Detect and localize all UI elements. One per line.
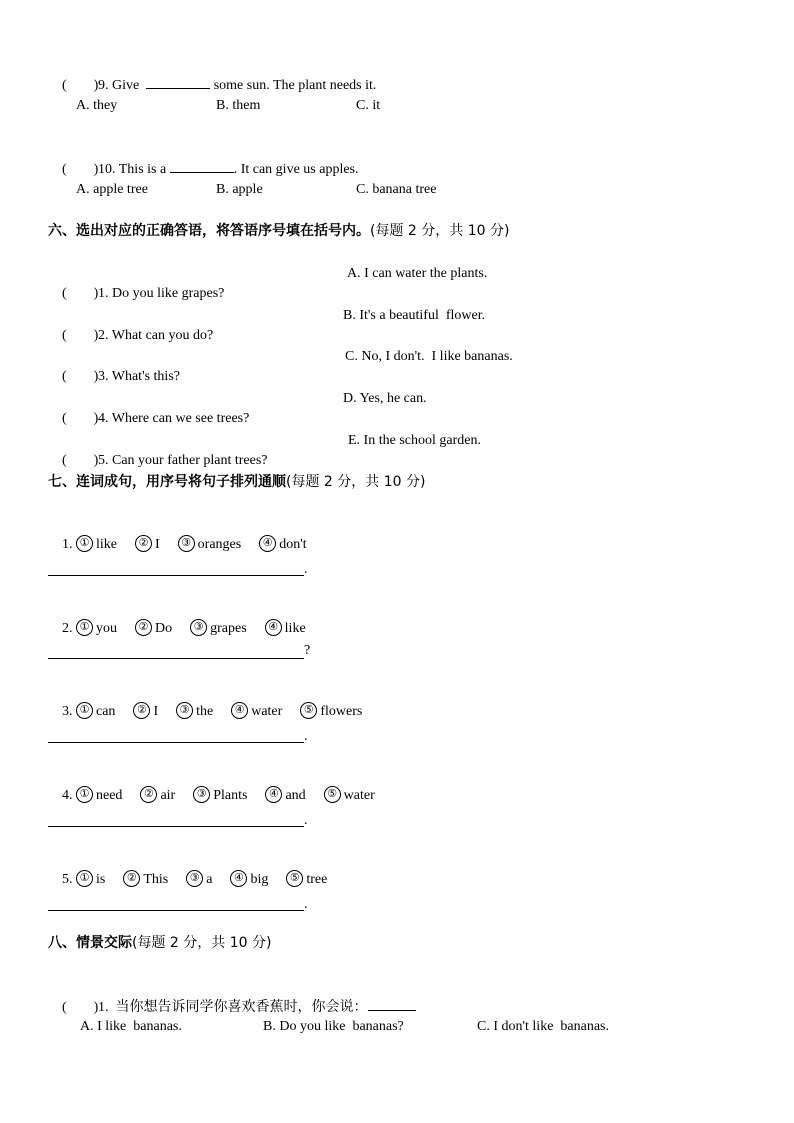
- fill-blank[interactable]: [146, 74, 210, 89]
- answer-line[interactable]: [48, 825, 304, 827]
- item-number: 3.: [62, 704, 73, 719]
- option-c: C. I don't like bananas.: [477, 1019, 609, 1034]
- word-text: like: [284, 621, 306, 636]
- circled-number: ③: [193, 786, 210, 803]
- word-4: [265, 786, 305, 806]
- word-1: [76, 786, 122, 806]
- question-text: What can you do?: [111, 328, 214, 343]
- word-2: [140, 786, 175, 806]
- question-number: 1.: [98, 286, 109, 301]
- answer-line[interactable]: [48, 741, 304, 743]
- end-punctuation: ?: [304, 643, 311, 658]
- section-score: (每题 2 分，共 10 分): [370, 223, 510, 239]
- word-text: air: [160, 788, 176, 803]
- section-6-heading: [48, 220, 509, 242]
- word-text: is: [96, 872, 106, 887]
- paren-open: (: [62, 78, 67, 93]
- option-c: C. banana tree: [356, 182, 437, 197]
- word-text: like: [96, 537, 117, 552]
- circled-number: ①: [76, 786, 93, 803]
- answer-paren[interactable]: ( ): [62, 286, 99, 301]
- question-text: Where can we see trees?: [111, 411, 250, 426]
- circled-number: ④: [265, 619, 282, 636]
- option-b: B. apple: [216, 182, 263, 197]
- word-4: [265, 619, 306, 639]
- circled-number: ②: [135, 535, 152, 552]
- match-question-1: [48, 264, 225, 301]
- word-text: oranges: [197, 537, 242, 552]
- word-text: and: [285, 788, 306, 803]
- answer-paren[interactable]: [62, 160, 98, 180]
- question-text: Can your father plant trees?: [112, 453, 268, 468]
- circled-number: ③: [176, 702, 193, 719]
- circled-number: ②: [135, 619, 152, 636]
- match-question-4: [48, 389, 250, 426]
- circled-number: ①: [76, 619, 93, 636]
- answer-line[interactable]: [48, 909, 304, 911]
- reorder-item-1: [48, 515, 325, 552]
- circled-number: ①: [76, 535, 93, 552]
- option-b: B. them: [216, 98, 261, 113]
- word-text: tree: [306, 872, 328, 887]
- circled-number: ⑤: [286, 870, 303, 887]
- word-2: [135, 619, 172, 639]
- word-text: need: [96, 788, 123, 803]
- word-3: [190, 619, 247, 639]
- answer-paren[interactable]: [62, 76, 98, 96]
- word-1: [76, 535, 117, 555]
- situation-question-1: [48, 976, 416, 1015]
- answer-paren[interactable]: ( ): [62, 453, 99, 468]
- circled-number: ①: [76, 870, 93, 887]
- section-8-heading: [48, 932, 271, 954]
- end-punctuation: .: [304, 897, 308, 912]
- section-7-heading: [48, 471, 425, 493]
- circled-number: ③: [190, 619, 207, 636]
- word-text: a: [206, 872, 213, 887]
- word-5: [286, 870, 327, 890]
- circled-number: ④: [230, 870, 247, 887]
- section-score: (每题 2 分，共 10 分): [286, 474, 426, 490]
- section-title: 八、情景交际: [48, 935, 132, 951]
- question-10: [48, 138, 359, 177]
- match-question-2: [48, 306, 214, 343]
- question-number: 1.: [98, 1000, 109, 1015]
- option-b: B. Do you like bananas?: [263, 1019, 404, 1034]
- circled-number: ②: [133, 702, 150, 719]
- question-text-before: This is a: [118, 162, 167, 177]
- circled-number: ③: [186, 870, 203, 887]
- answer-option: A. I can water the plants.: [347, 266, 488, 281]
- word-1: [76, 702, 115, 722]
- question-text-before: Give: [112, 78, 140, 93]
- word-2: [135, 535, 160, 555]
- question-number: 5.: [98, 453, 109, 468]
- word-3: [193, 786, 247, 806]
- word-text: flowers: [320, 704, 363, 719]
- reorder-item-2: [48, 599, 324, 636]
- question-text: What's this?: [111, 369, 180, 384]
- match-question-3: [48, 347, 180, 384]
- section-title: 六、选出对应的正确答语，将答语序号填在括号内。: [48, 223, 370, 239]
- reorder-item-5: [48, 850, 345, 887]
- option-a: A. they: [76, 98, 118, 113]
- word-text: you: [96, 621, 117, 636]
- word-text: can: [96, 704, 116, 719]
- answer-line[interactable]: [48, 574, 304, 576]
- word-text: water: [343, 788, 375, 803]
- answer-option: E. In the school garden.: [348, 433, 481, 448]
- circled-number: ⑤: [300, 702, 317, 719]
- word-text: grapes: [210, 621, 247, 636]
- question-text: Do you like grapes?: [112, 286, 225, 301]
- word-4: [259, 535, 306, 555]
- end-punctuation: .: [304, 562, 308, 577]
- circled-number: ①: [76, 702, 93, 719]
- word-3: [186, 870, 212, 890]
- section-score: (每题 2 分，共 10 分): [132, 935, 272, 951]
- question-number: 3.: [98, 369, 109, 384]
- answer-option: D. Yes, he can.: [343, 391, 427, 406]
- paren-close: ): [93, 78, 99, 93]
- item-number: 4.: [62, 788, 73, 803]
- option-c: C. it: [356, 98, 381, 113]
- word-text: water: [251, 704, 283, 719]
- word-text: This: [143, 872, 169, 887]
- word-text: the: [196, 704, 214, 719]
- word-5: [300, 702, 362, 722]
- word-4: [231, 702, 282, 722]
- answer-option: C. No, I don't. I like bananas.: [345, 349, 513, 364]
- circled-number: ④: [265, 786, 282, 803]
- question-number: 4.: [98, 411, 109, 426]
- question-number: 9.: [98, 78, 109, 93]
- word-text: I: [155, 537, 160, 552]
- word-text: Plants: [213, 788, 248, 803]
- paren-close: ): [93, 162, 99, 177]
- word-5: [324, 786, 375, 806]
- circled-number: ④: [259, 535, 276, 552]
- end-punctuation: .: [304, 729, 308, 744]
- circled-number: ④: [231, 702, 248, 719]
- word-3: [176, 702, 213, 722]
- answer-option: B. It's a beautiful flower.: [343, 308, 486, 323]
- answer-paren[interactable]: ( ): [62, 411, 99, 426]
- question-number: 2.: [98, 328, 109, 343]
- end-punctuation: .: [304, 813, 308, 828]
- answer-paren[interactable]: ( ): [62, 1000, 99, 1015]
- circled-number: ⑤: [324, 786, 341, 803]
- word-text: big: [250, 872, 269, 887]
- section-title: 七、连词成句，用序号将句子排列通顺: [48, 474, 286, 490]
- word-3: [178, 535, 242, 555]
- match-question-5: [48, 431, 268, 468]
- word-2: [123, 870, 168, 890]
- word-1: [76, 870, 105, 890]
- word-text: Do: [155, 621, 173, 636]
- question-text-after: . It can give us apples.: [233, 162, 359, 177]
- reorder-item-3: [48, 682, 380, 719]
- word-4: [230, 870, 268, 890]
- item-number: 5.: [62, 872, 73, 887]
- fill-blank[interactable]: [170, 158, 234, 173]
- answer-paren[interactable]: ( ): [62, 328, 99, 343]
- word-text: don't: [279, 537, 307, 552]
- option-a: A. I like bananas.: [80, 1019, 182, 1034]
- paren-open: (: [62, 162, 67, 177]
- circled-number: ②: [140, 786, 157, 803]
- question-text-after: some sun. The plant needs it.: [213, 78, 377, 93]
- question-9: [48, 54, 377, 93]
- item-number: 1.: [62, 537, 73, 552]
- question-number: 10.: [98, 162, 116, 177]
- question-text: 当你想告诉同学你喜欢香蕉时，你会说：: [115, 999, 368, 1015]
- fill-blank[interactable]: [368, 996, 416, 1011]
- answer-line[interactable]: [48, 657, 304, 659]
- circled-number: ②: [123, 870, 140, 887]
- word-text: I: [153, 704, 159, 719]
- option-a: A. apple tree: [76, 182, 148, 197]
- reorder-item-4: [48, 766, 393, 803]
- word-2: [133, 702, 158, 722]
- circled-number: ③: [178, 535, 195, 552]
- word-1: [76, 619, 117, 639]
- item-number: 2.: [62, 621, 73, 636]
- answer-paren[interactable]: ( ): [62, 369, 99, 384]
